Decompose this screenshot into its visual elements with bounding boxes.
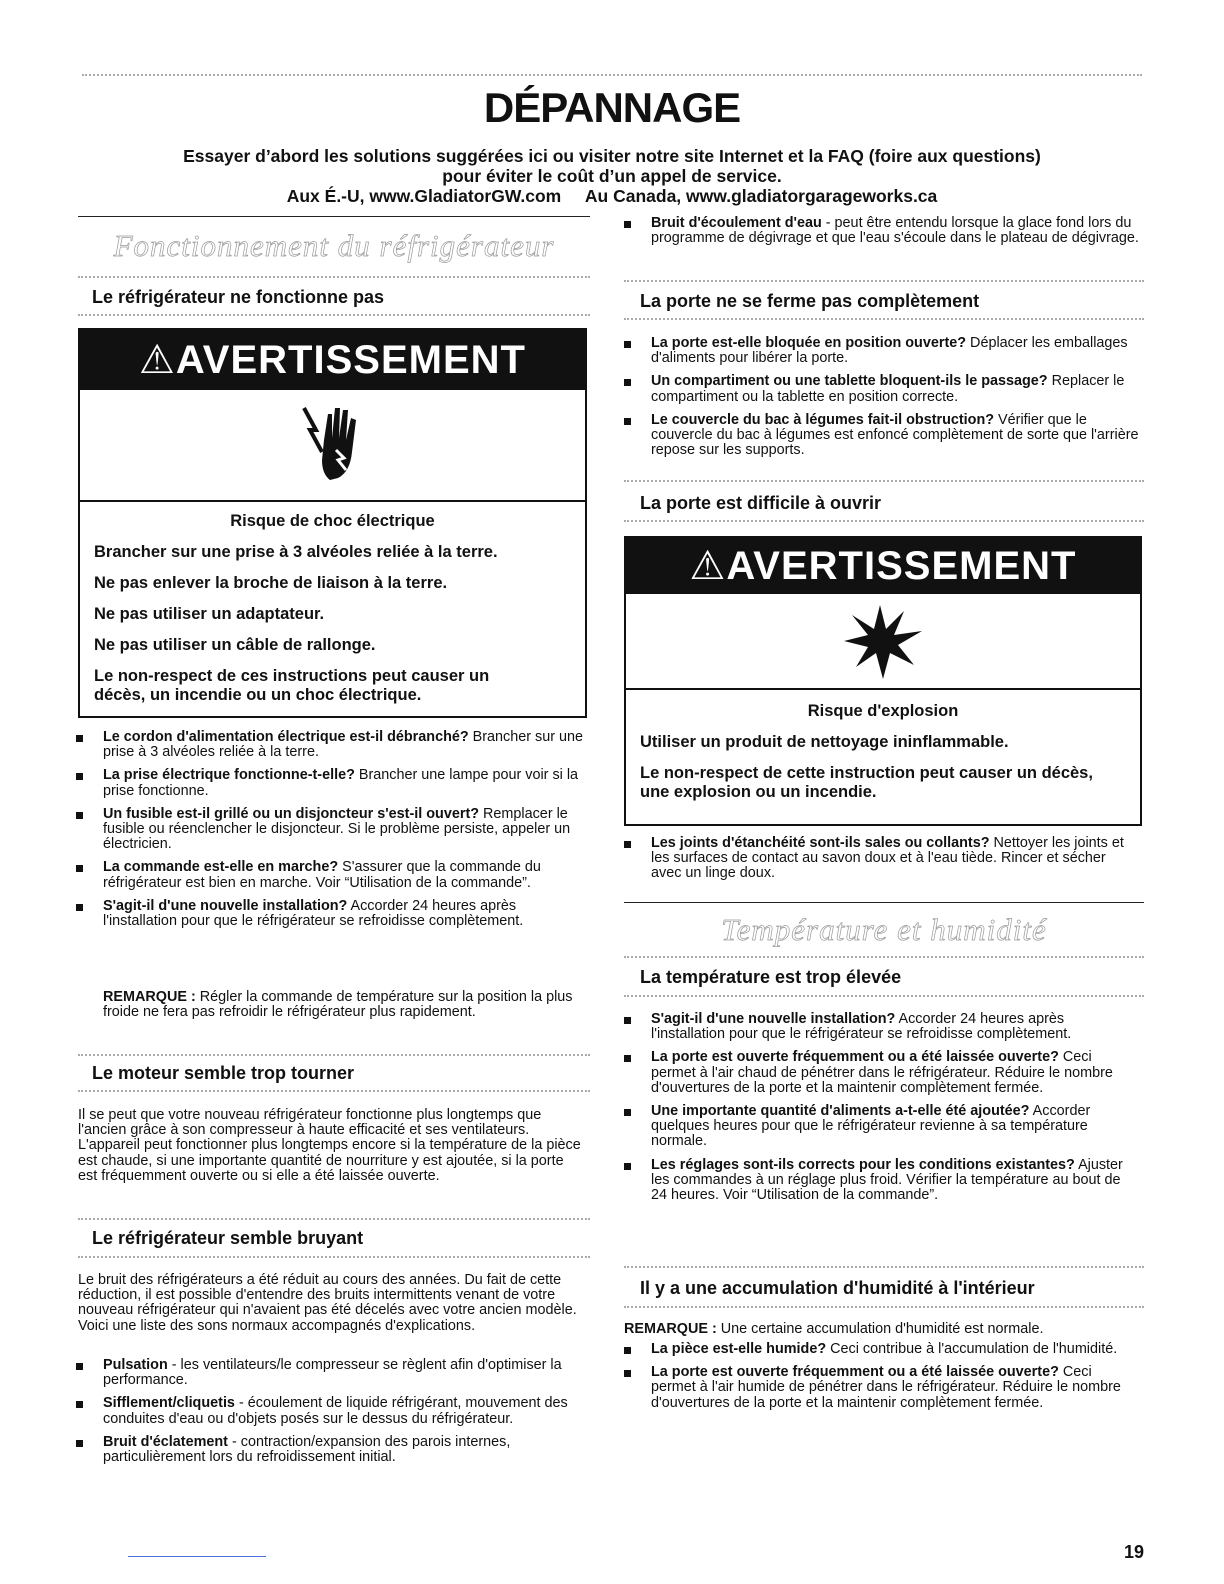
dotted-rule — [78, 1256, 590, 1258]
list-item: Une importante quantité d'aliments a-t-elle été ajoutée? Accorder quelques heures pour que le réfrigérateur revienne à sa température normale. — [624, 1104, 1140, 1150]
dotted-rule — [624, 318, 1144, 320]
dotted-rule — [78, 314, 590, 316]
list-item: La commande est-elle en marche? S'assurer que la commande du réfrigérateur est bien en marche. Voir “Utilisation de la commande”. — [76, 860, 588, 890]
top-dotted-rule — [82, 74, 1142, 76]
left-remark: REMARQUE : Régler la commande de température sur la position la plus froide ne fera pas refroidir le réfrigérateur plus rapidement. — [103, 989, 573, 1021]
left-bullets-3 — [76, 1358, 588, 1465]
page-number: 19 — [1123, 1542, 1144, 1562]
warning-line: Ne pas utiliser un câble de rallonge. — [94, 636, 376, 654]
warning-line: Brancher sur une prise à 3 alvéoles reliée à la terre. — [94, 543, 498, 561]
dotted-rule — [624, 995, 1144, 997]
subheading-temperature: La température est trop élevée — [640, 967, 902, 987]
dotted-rule — [624, 480, 1144, 482]
right-bullets-2 — [624, 836, 1140, 882]
list-item: Le couvercle du bac à légumes fait-il obstruction? Vérifier que le couvercle du bac à légumes est enfoncé complètement de sorte que l'arrière repose sur les supports. — [624, 413, 1140, 459]
warning-line: Utiliser un produit de nettoyage ininflammable. — [640, 733, 1009, 751]
list-item: La porte est-elle bloquée en position ouverte? Déplacer les emballages d'aliments pour libérer la porte. — [624, 336, 1140, 366]
left-bullets-1 — [76, 730, 588, 935]
noisy-paragraph: Le bruit des réfrigérateurs a été réduit au cours des années. Du fait de cette réduction, il est possible d'entendre des bruits intermittents venant de votre nouveau réfrigérateur qui n'avaient pas été décelés avec votre ancien modèle. Voici une liste des sons normaux accompagnés d'explications. — [78, 1272, 577, 1334]
warning-body — [626, 690, 1140, 802]
risk-label: Risque de choc électrique — [230, 512, 435, 530]
subheading-noisy: Le réfrigérateur semble bruyant — [92, 1228, 364, 1248]
dotted-rule — [78, 1218, 590, 1220]
explosion-icon — [626, 594, 1140, 690]
motor-paragraph: Il se peut que votre nouveau réfrigérateur fonctionne plus longtemps que l'ancien grâce à son compresseur à haute efficacité et ses ventilateurs. L'appareil peut fonctionner plus longtemps encore si la température de la pièce est chaude, si une importante quantité de nourriture y est ajoutée, si la porte est fréquemment ouverte ou si elle a été laissée ouverte. — [78, 1107, 581, 1184]
list-item: Un fusible est-il grillé ou un disjoncteur s'est-il ouvert? Remplacer le fusible ou réenclencher le disjoncteur. Si le problème persiste, appeler un électricien. — [76, 807, 588, 853]
intro-line-3: Aux É.-U, www.GladiatorGW.com Au Canada, www.gladiatorgarageworks.ca — [286, 186, 938, 206]
dotted-rule — [78, 276, 590, 278]
list-item: Sifflement/cliquetis - écoulement de liquide réfrigérant, mouvement des conduites d'eau ou d'objets posés sur le dessus du réfrigérateur. — [76, 1396, 588, 1426]
dotted-rule — [78, 1054, 590, 1056]
subheading-not-working: Le réfrigérateur ne fonctionne pas — [92, 287, 385, 307]
dotted-rule — [624, 1266, 1144, 1268]
right-bullets-1 — [624, 336, 1140, 458]
warning-line: Le non-respect de ces instructions peut causer un décès, un incendie ou un choc électrique. — [94, 667, 490, 704]
electric-shock-hand-icon — [80, 390, 585, 502]
footer-rule — [128, 1556, 266, 1557]
list-item: La porte est ouverte fréquemment ou a été laissée ouverte? Ceci permet à l'air chaud de pénétrer dans le réfrigérateur. Réduire le nombre d'ouvertures de la porte et la maintenir complètement fermée. — [624, 1050, 1140, 1096]
list-item: Un compartiment ou une tablette bloquent-ils le passage? Replacer le compartiment ou la tablette en position correcte. — [624, 374, 1140, 404]
warning-line: Ne pas utiliser un adaptateur. — [94, 605, 325, 623]
dotted-rule — [624, 1306, 1144, 1308]
risk-label: Risque d'explosion — [807, 702, 959, 720]
warning-header: ⚠AVERTISSEMENT — [80, 330, 585, 390]
left-section-title: Fonctionnement du réfrigérateur — [113, 228, 555, 263]
list-item: Les réglages sont-ils corrects pour les conditions existantes? Ajuster les commandes à un réglage plus froid. Vérifier la température au bout de 24 heures. Voir “Utilisation de la commande”. — [624, 1158, 1140, 1204]
page-title: DÉPANNAGE — [483, 84, 741, 131]
warning-header: ⚠AVERTISSEMENT — [626, 538, 1140, 594]
dotted-rule — [78, 1090, 590, 1092]
list-item: Le cordon d'alimentation électrique est-il débranché? Brancher sur une prise à 3 alvéoles reliée à la terre. — [76, 730, 588, 760]
intro-line-1: Essayer d’abord les solutions suggérées ici ou visiter notre site Internet et la FAQ (foire aux questions) — [183, 146, 1041, 166]
list-item: La porte est ouverte fréquemment ou a été laissée ouverte? Ceci permet à l'air humide de pénétrer dans le réfrigérateur. Réduire le nombre d'ouvertures de la porte et la maintenir complètement fermée. — [624, 1365, 1140, 1411]
list-item: S'agit-il d'une nouvelle installation? Accorder 24 heures après l'installation pour que le réfrigérateur se refroidisse complètement. — [76, 899, 588, 929]
right-section-rule — [624, 902, 1144, 903]
dotted-rule — [624, 520, 1144, 522]
list-item: La pièce est-elle humide? Ceci contribue à l'accumulation de l'humidité. — [624, 1342, 1140, 1357]
right-bullets-3 — [624, 1012, 1140, 1203]
right-remark: REMARQUE : Une certaine accumulation d'humidité est normale. — [624, 1321, 1044, 1337]
warning-line: Ne pas enlever la broche de liaison à la terre. — [94, 574, 448, 592]
intro-text — [100, 146, 1124, 206]
right-bullets-4 — [624, 1342, 1140, 1411]
dotted-rule — [624, 956, 1144, 958]
right-section-title: Température et humidité — [721, 912, 1047, 947]
warning-body — [80, 502, 585, 705]
dotted-rule — [624, 280, 1144, 282]
list-item: La prise électrique fonctionne-t-elle? Brancher une lampe pour voir si la prise fonctionne. — [76, 768, 588, 798]
right-bullet-top — [624, 216, 1140, 246]
warning-box-electric — [78, 328, 587, 718]
intro-line-2: pour éviter le coût d’un appel de service. — [442, 166, 782, 186]
warning-line: Le non-respect de cette instruction peut causer un décès, une explosion ou un incendie. — [640, 764, 1093, 801]
list-item: Les joints d'étanchéité sont-ils sales ou collants? Nettoyer les joints et les surfaces de contact au savon doux et à l'eau tiède. Rincer et sécher avec un linge doux. — [624, 836, 1140, 882]
subheading-humidity: Il y a une accumulation d'humidité à l'intérieur — [640, 1278, 1035, 1298]
list-item: S'agit-il d'une nouvelle installation? Accorder 24 heures après l'installation pour que le réfrigérateur se refroidisse complètement. — [624, 1012, 1140, 1042]
subheading-door-close: La porte ne se ferme pas complètement — [640, 291, 980, 311]
list-item: Bruit d'éclatement - contraction/expansion des parois internes, particulièrement lors du refroidissement initial. — [76, 1435, 588, 1465]
subheading-door-open: La porte est difficile à ouvrir — [640, 493, 882, 513]
subheading-motor: Le moteur semble trop tourner — [92, 1063, 355, 1083]
left-section-rule — [78, 216, 590, 217]
list-item: Pulsation - les ventilateurs/le compresseur se règlent afin d'optimiser la performance. — [76, 1358, 588, 1388]
list-item: Bruit d'écoulement d'eau - peut être entendu lorsque la glace fond lors du programme de dégivrage et que l'eau s'écoule dans le plateau de dégivrage. — [624, 216, 1140, 246]
warning-box-explosion — [624, 536, 1142, 826]
